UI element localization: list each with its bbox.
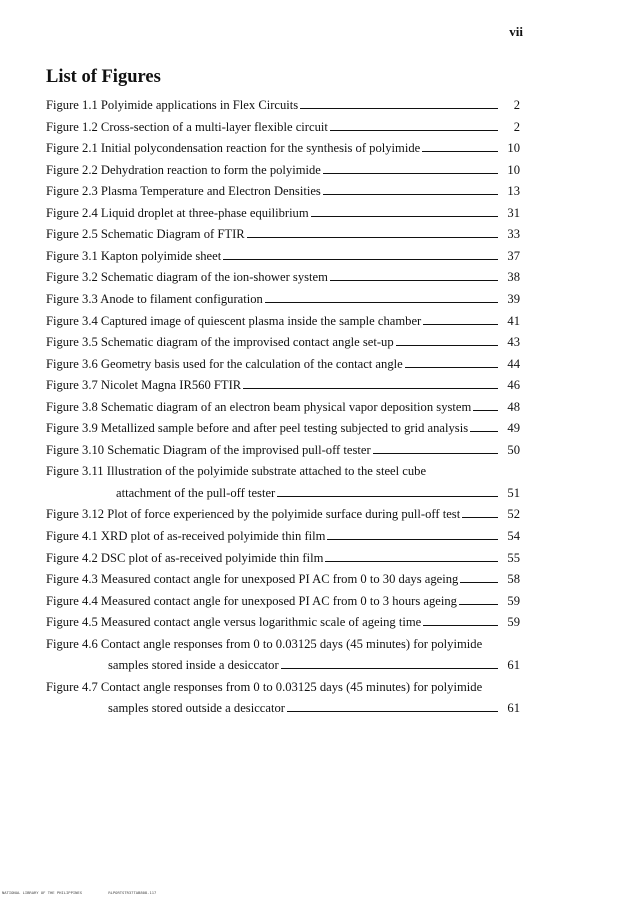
- figure-entry[interactable]: [46, 225, 520, 243]
- figure-page-number: 10: [507, 162, 520, 177]
- dot-leader: [323, 182, 498, 195]
- footer-catalog-code: RLPORTSTR37TAB808-117: [108, 890, 157, 895]
- dot-leader: [473, 398, 498, 411]
- figure-entry[interactable]: [46, 139, 520, 157]
- figure-label: Figure 4.4 Measured contact angle for unexposed PI AC from 0 to 3 hours ageing: [46, 593, 457, 608]
- figure-page-number: 48: [507, 399, 520, 414]
- dot-leader: [470, 419, 498, 432]
- figure-entry[interactable]: [46, 355, 520, 373]
- figure-entry[interactable]: [46, 570, 520, 588]
- figure-entry[interactable]: [46, 592, 520, 610]
- dot-leader: [327, 527, 498, 540]
- figure-entry-first-line[interactable]: [46, 462, 426, 480]
- figure-page-number: 33: [507, 227, 520, 242]
- figure-page-number: 51: [507, 485, 520, 500]
- figure-label: Figure 3.10 Schematic Diagram of the improvised pull-off tester: [46, 442, 371, 457]
- figure-entry[interactable]: [46, 333, 520, 351]
- dot-leader: [462, 505, 498, 518]
- figure-label-continuation: attachment of the pull-off tester: [116, 485, 276, 500]
- figure-page-number: 55: [507, 550, 520, 565]
- figure-label: Figure 2.2 Dehydration reaction to form the polyimide: [46, 162, 321, 177]
- dot-leader: [396, 333, 498, 346]
- dot-leader: [459, 592, 498, 605]
- dot-leader: [277, 484, 498, 497]
- figure-page-number: 44: [507, 356, 520, 371]
- library-footer: [2, 890, 156, 895]
- figure-label: Figure 2.3 Plasma Temperature and Electron Densities: [46, 184, 321, 199]
- figure-label: Figure 3.8 Schematic diagram of an electron beam physical vapor deposition system: [46, 399, 472, 414]
- figure-page-number: 2: [513, 98, 520, 112]
- figure-label: Figure 4.2 DSC plot of as-received polyimide thin film: [46, 550, 324, 565]
- figure-page-number: 2: [513, 119, 520, 134]
- figure-entry[interactable]: [46, 484, 520, 502]
- figure-label: Figure 3.4 Captured image of quiescent plasma inside the sample chamber: [46, 313, 422, 328]
- figure-entry[interactable]: [46, 699, 520, 717]
- figure-page-number: 31: [507, 205, 520, 220]
- figure-label: Figure 2.5 Schematic Diagram of FTIR: [46, 227, 245, 242]
- dot-leader: [223, 247, 498, 260]
- dot-leader: [287, 699, 498, 712]
- dot-leader: [281, 656, 498, 669]
- figure-entry[interactable]: [46, 505, 520, 523]
- dot-leader: [460, 570, 498, 583]
- figure-entry[interactable]: [46, 161, 520, 179]
- figure-page-number: 13: [507, 184, 520, 199]
- dot-leader: [422, 139, 498, 152]
- figure-entry[interactable]: [46, 268, 520, 286]
- figure-label: Figure 4.1 XRD plot of as-received polyimide thin film: [46, 529, 326, 543]
- figure-label: Figure 2.4 Liquid droplet at three-phase equilibrium: [46, 205, 309, 220]
- dot-leader: [373, 441, 498, 454]
- figure-entry[interactable]: [46, 96, 520, 114]
- figure-label: Figure 1.2 Cross-section of a multi-layer flexible circuit: [46, 119, 328, 134]
- figure-page-number: 10: [507, 141, 520, 156]
- figure-page-number: 54: [507, 529, 520, 543]
- dot-leader: [405, 355, 498, 368]
- figure-page-number: 38: [507, 270, 520, 285]
- figure-label: Figure 4.6 Contact angle responses from 0 to 0.03125 days (45 minutes) for polyimide: [46, 636, 483, 651]
- figure-label: Figure 2.1 Initial polycondensation reaction for the synthesis of polyimide: [46, 141, 421, 156]
- figure-entry[interactable]: [46, 419, 520, 437]
- dot-leader: [423, 613, 498, 626]
- dot-leader: [325, 549, 498, 562]
- figure-entry[interactable]: [46, 312, 520, 330]
- figure-page-number: 59: [507, 615, 520, 630]
- dot-leader: [330, 118, 498, 131]
- figure-page-number: 43: [507, 335, 520, 350]
- figure-page-number: 61: [507, 658, 520, 673]
- figure-entry[interactable]: [46, 290, 520, 308]
- figure-page-number: 52: [507, 507, 520, 522]
- figure-label: Figure 3.9 Metallized sample before and after peel testing subjected to grid analysis: [46, 421, 469, 436]
- dot-leader: [423, 312, 498, 325]
- figure-entry[interactable]: [46, 549, 520, 567]
- figure-label: Figure 1.1 Polyimide applications in Flex Circuits: [46, 98, 299, 112]
- figure-entry[interactable]: [46, 182, 520, 200]
- figure-page-number: 59: [507, 593, 520, 608]
- figure-page-number: 41: [507, 313, 520, 328]
- figure-label: Figure 4.3 Measured contact angle for unexposed PI AC from 0 to 30 days ageing: [46, 572, 459, 587]
- page-title: List of Figures: [46, 67, 161, 87]
- footer-library-name: NATIONAL LIBRARY OF THE PHILIPPINES: [2, 890, 83, 895]
- figure-entry[interactable]: [46, 441, 520, 459]
- figure-entry-first-line[interactable]: [46, 678, 482, 696]
- figure-page-number: 46: [507, 378, 520, 393]
- figure-entry[interactable]: [46, 118, 520, 136]
- figure-entry[interactable]: [46, 613, 520, 631]
- figure-entry[interactable]: [46, 376, 520, 394]
- dot-leader: [323, 161, 498, 174]
- dot-leader: [247, 225, 498, 238]
- figure-label: Figure 3.11 Illustration of the polyimide substrate attached to the steel cube: [46, 464, 427, 479]
- figure-entry[interactable]: [46, 204, 520, 222]
- dot-leader: [300, 96, 498, 109]
- figure-label: Figure 3.2 Schematic diagram of the ion-shower system: [46, 270, 328, 285]
- figure-label-continuation: samples stored outside a desiccator: [108, 701, 285, 716]
- figure-page-number: 37: [507, 248, 520, 263]
- dot-leader: [243, 376, 498, 389]
- dot-leader: [265, 290, 498, 303]
- figure-label: Figure 3.3 Anode to filament configuration: [46, 291, 263, 306]
- figure-entry[interactable]: [46, 247, 520, 265]
- figure-label: Figure 4.7 Contact angle responses from 0 to 0.03125 days (45 minutes) for polyimide: [46, 679, 483, 694]
- figure-page-number: 49: [507, 421, 520, 436]
- figure-label: Figure 4.5 Measured contact angle versus logarithmic scale of ageing time: [46, 615, 422, 630]
- figure-entry[interactable]: [46, 656, 520, 674]
- figure-label-continuation: samples stored inside a desiccator: [108, 658, 279, 673]
- page-number: vii: [509, 24, 523, 39]
- figure-label: Figure 3.5 Schematic diagram of the improvised contact angle set-up: [46, 335, 394, 350]
- figure-entry[interactable]: [46, 398, 520, 416]
- figure-page-number: 58: [507, 572, 520, 587]
- figure-entry-first-line[interactable]: [46, 635, 482, 653]
- figure-page-number: 50: [507, 442, 520, 457]
- dot-leader: [311, 204, 498, 217]
- figure-label: Figure 3.6 Geometry basis used for the calculation of the contact angle: [46, 356, 403, 371]
- dot-leader: [330, 268, 498, 281]
- figure-label: Figure 3.1 Kapton polyimide sheet: [46, 248, 222, 263]
- figure-label: Figure 3.7 Nicolet Magna IR560 FTIR: [46, 378, 242, 393]
- figure-page-number: 61: [507, 701, 520, 716]
- figure-page-number: 39: [507, 291, 520, 306]
- figure-entry[interactable]: [46, 527, 520, 545]
- figure-label: Figure 3.12 Plot of force experienced by the polyimide surface during pull-off test: [46, 507, 461, 522]
